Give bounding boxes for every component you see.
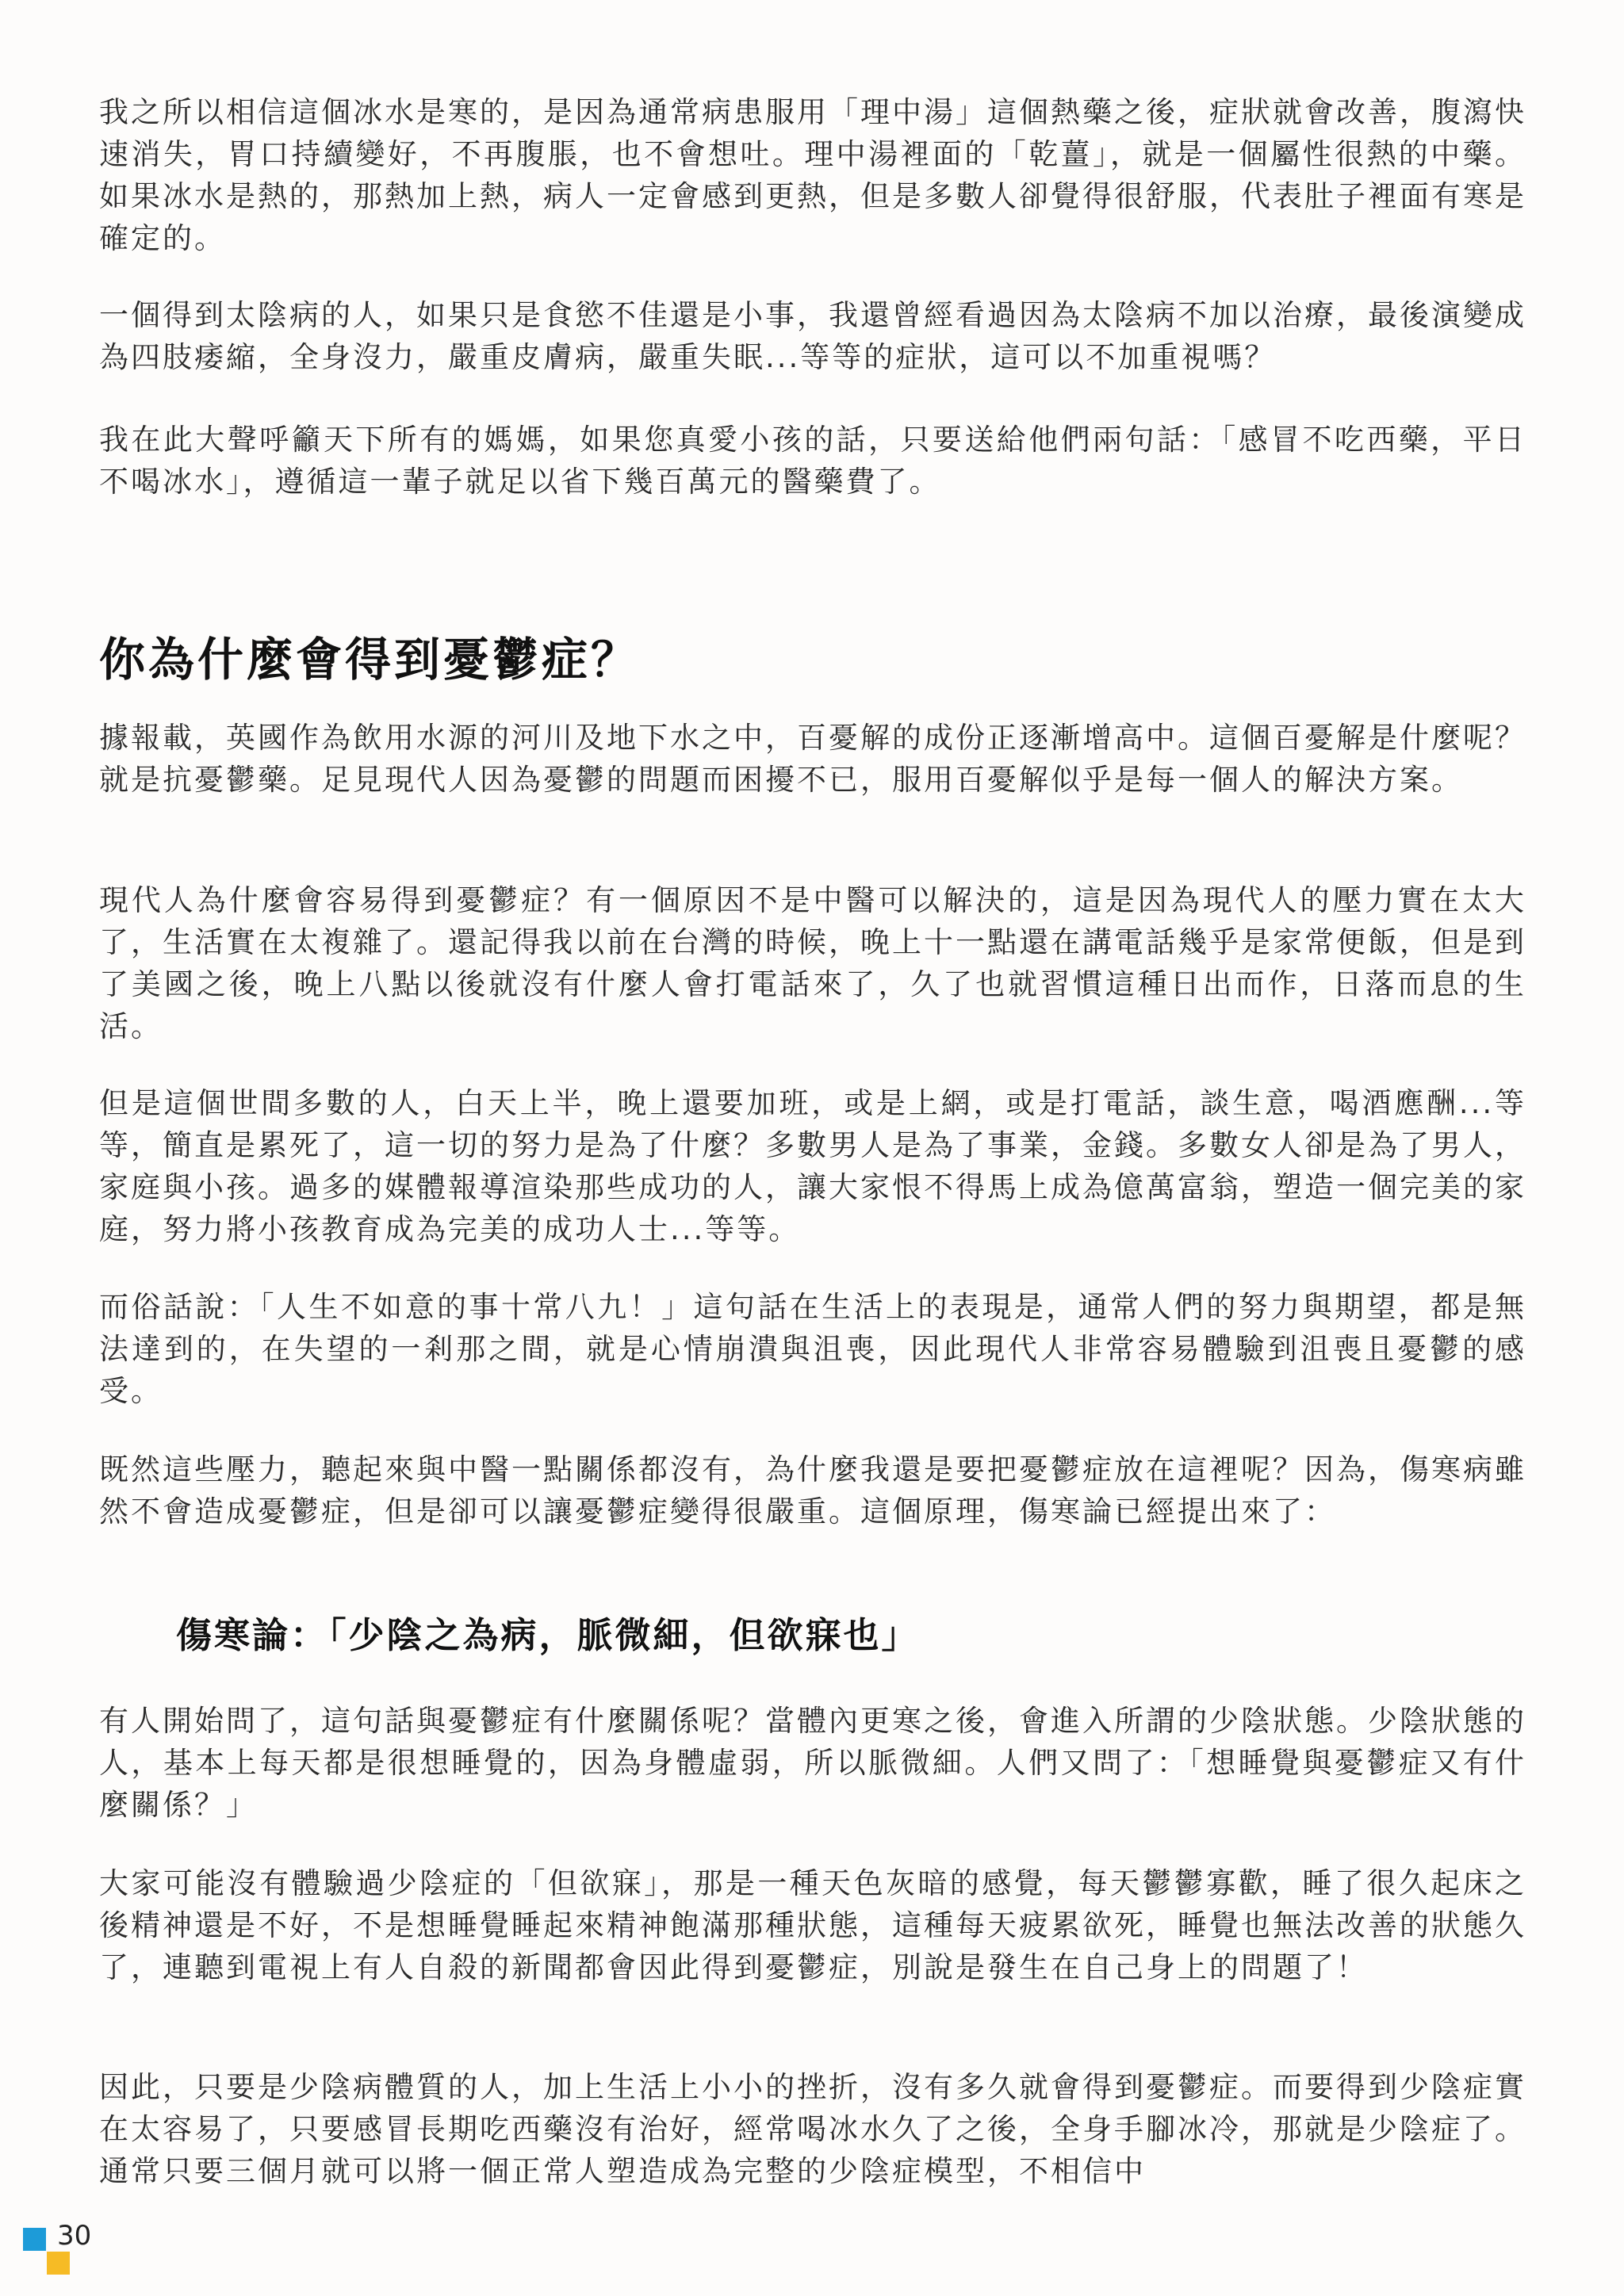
paragraph-prozac-report: 據報載，英國作為飲用水源的河川及地下水之中，百憂解的成份正逐漸增高中。這個百憂解是什麼呢？就是抗憂鬱藥。足見現代人因為憂鬱的問題而困擾不已，服用百憂解似乎是每一個人的解決方案。	[99, 721, 1526, 797]
paragraph-shaoyin-state: 有人開始問了，這句話與憂鬱症有什麼關係呢？當體內更寒之後，會進入所謂的少陰狀態。少陰狀態的人，基本上每天都是很想睡覺的，因為身體虛弱，所以脈微細。人們又問了：「想睡覺與憂鬱症又有什麼關係？」	[99, 1704, 1526, 1822]
paragraph-busy-life: 但是這個世間多數的人，白天上半，晚上還要加班，或是上網，或是打電話，談生意，喝酒應酬...等等，簡直是累死了，這一切的努力是為了什麼？多數男人是為了事業，金錢。多數女人卻是為了男人，家庭與小孩。過多的媒體報導渲染那些成功的人，讓大家恨不得馬上成為億萬富翁，塑造一個完美的家庭，努力將小孩教育成為完美的成功人士...等等。	[99, 1086, 1526, 1246]
paragraph-shaoyin-constitution: 因此，只要是少陰病體質的人，加上生活上小小的挫折，沒有多久就會得到憂鬱症。而要得到少陰症實在太容易了，只要感冒長期吃西藥沒有治好，經常喝冰水久了之後，全身手腳冰冷，那就是少陰症了。通常只要三個月就可以將一個正常人塑造成為完整的少陰症模型，不相信中	[99, 2070, 1526, 2188]
paragraph-shanghan-principle: 既然這些壓力，聽起來與中醫一點關係都沒有，為什麼我還是要把憂鬱症放在這裡呢？因為，傷寒病雖然不會造成憂鬱症，但是卻可以讓憂鬱症變得很嚴重。這個原理，傷寒論已經提出來了：	[99, 1452, 1526, 1529]
section-title: 你為什麼會得到憂鬱症？	[99, 633, 641, 687]
paragraph-want-to-sleep: 大家可能沒有體驗過少陰症的「但欲寐」，那是一種天色灰暗的感覺，每天鬱鬱寡歡，睡了很久起床之後精神還是不好，不是想睡覺睡起來精神飽滿那種狀態，這種每天疲累欲死，睡覺也無法改善的狀態久了，連聽到電視上有人自殺的新聞都會因此得到憂鬱症，別說是發生在自己身上的問題了！	[99, 1866, 1526, 1984]
shanghan-quote: 傷寒論：「少陰之為病，脈微細，但欲寐也」	[176, 1614, 920, 1656]
yellow-square-icon	[47, 2252, 70, 2275]
paragraph-appeal-to-mothers: 我在此大聲呼籲天下所有的媽媽，如果您真愛小孩的話，只要送給他們兩句話：「感冒不吃西藥，平日不喝冰水」，遵循這一輩子就足以省下幾百萬元的醫藥費了。	[99, 423, 1526, 499]
page-number: 30	[57, 2220, 92, 2252]
paragraph-modern-stress: 現代人為什麼會容易得到憂鬱症？有一個原因不是中醫可以解決的，這是因為現代人的壓力實在太大了，生活實在太複雜了。還記得我以前在台灣的時候，晚上十一點還在講電話幾乎是家常便飯，但是到了美國之後，晚上八點以後就沒有什麼人會打電話來了，久了也就習慣這種日出而作，日落而息的生活。	[99, 883, 1526, 1043]
paragraph-taiyin-disease: 一個得到太陰病的人，如果只是食慾不佳還是小事，我還曾經看過因為太陰病不加以治療，最後演變成為四肢痿縮，全身沒力，嚴重皮膚病，嚴重失眠...等等的症狀，這可以不加重視嗎？	[99, 298, 1526, 374]
paragraph-disappointment: 而俗話說：「人生不如意的事十常八九！」這句話在生活上的表現是，通常人們的努力與期望，都是無法達到的，在失望的一剎那之間，就是心情崩潰與沮喪，因此現代人非常容易體驗到沮喪且憂鬱的感受。	[99, 1290, 1526, 1408]
blue-square-icon	[23, 2228, 46, 2251]
paragraph-cold-water: 我之所以相信這個冰水是寒的，是因為通常病患服用「理中湯」這個熱藥之後，症狀就會改善，腹瀉快速消失，胃口持續變好，不再腹脹，也不會想吐。理中湯裡面的「乾薑」，就是一個屬性很熱的中藥。如果冰水是熱的，那熱加上熱，病人一定會感到更熱，但是多數人卻覺得很舒服，代表肚子裡面有寒是確定的。	[99, 95, 1526, 255]
